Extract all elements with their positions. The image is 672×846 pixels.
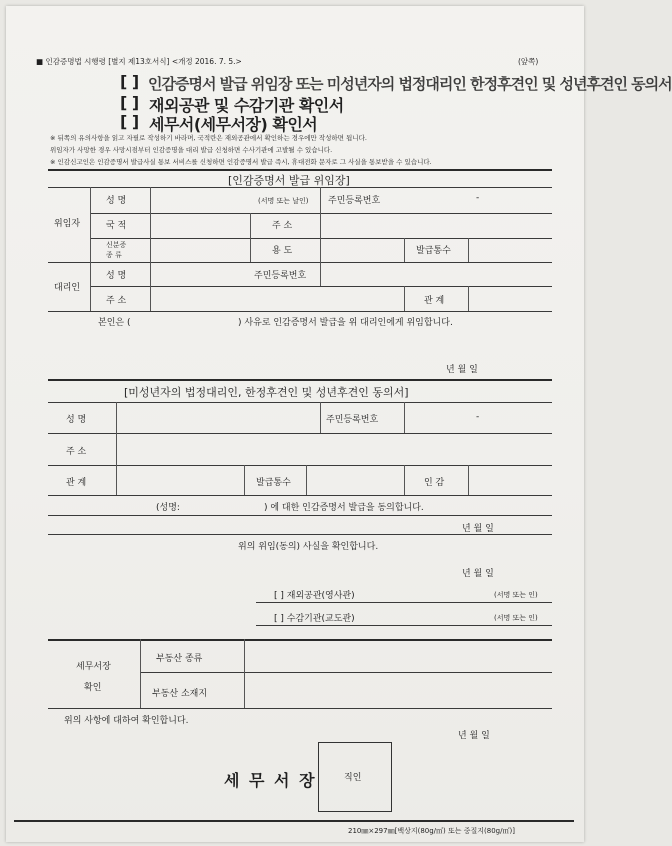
divider [256,602,552,603]
divider [116,402,117,495]
consent-relation-label: 관 계 [66,478,87,488]
divider [48,402,552,403]
issue-count-field[interactable] [470,239,550,261]
divider [404,238,405,262]
agent-label: 대리인 [54,283,81,293]
divider [404,402,405,433]
consent-name-label: 성 명 [66,415,87,425]
divider [14,820,574,822]
consent-statement-prefix: (성명: [156,503,180,513]
divider [320,402,321,433]
title-checkbox-2[interactable]: [ ] [120,93,139,112]
consent-rrn-label: 주민등록번호 [326,415,379,425]
divider [48,169,552,171]
divider [48,311,552,312]
consent-address-field[interactable] [118,435,550,463]
divider [48,433,552,434]
divider [256,625,552,626]
delegator-name-field[interactable] [152,189,256,211]
agent-address-field[interactable] [152,288,402,310]
purpose-field[interactable] [322,239,402,261]
property-type-label: 부동산 종류 [156,654,203,664]
delegator-address-field[interactable] [322,214,550,236]
title-3: 세무서(세무서장) 확인서 [149,115,318,134]
title-checkbox-1[interactable]: [ ] [120,72,139,91]
confirmation-statement: 위의 위임(동의) 사실을 확인합니다. [238,542,379,552]
note-3: ※ 인감신고인은 인감증명서 발급사실 통보 서비스를 신청하면 인감증명서 발급 즉시, 휴대전화 문자로 그 사실을 통보받을 수 있습니다. [50,158,432,166]
consent-rrn-field[interactable] [406,404,550,432]
property-location-label: 부동산 소재지 [152,689,208,699]
delegator-label: 위임자 [54,219,81,229]
agent-rrn-label: 주민등록번호 [254,271,307,281]
consent-issue-count-label: 발급통수 [256,478,291,488]
tax-office-confirm-label: 확인 [84,683,102,693]
note-1: ※ 뒤쪽의 유의사항을 읽고 자필로 작성하기 바라며, 국적란은 재외공관에서 확인하는 경우에만 작성하면 됩니다. [50,134,367,142]
divider [468,238,469,262]
issue-count-label: 발급통수 [416,246,451,256]
id-type-label: 신분증 [106,241,127,249]
agent-rrn-field[interactable] [322,263,550,285]
nationality-label: 국 적 [106,221,127,231]
divider [150,187,151,311]
consent-section-title: [미성년자의 법정대리인, 한정후견인 및 성년후견인 동의서] [124,386,409,399]
divider [140,639,141,708]
agent-name-field[interactable] [152,263,248,285]
consent-seal-field[interactable] [470,467,550,494]
divider [244,465,245,495]
consent-date: 년 월 일 [462,524,494,534]
embassy-checkbox-label[interactable]: [ ] 재외공관(영사관) [274,591,355,601]
consent-issue-count-field[interactable] [308,467,402,494]
agent-address-label: 주 소 [106,296,127,306]
divider [48,187,552,188]
note-2: 위임자가 사망한 경우 사망시점부터 인감증명을 대리 발급 신청하면 수사기관에 고발될 수 있습니다. [50,146,333,154]
divider [306,465,307,495]
relation-label: 관 계 [424,296,445,306]
title-1: 인감증명서 발급 위임장 또는 미성년자의 법정대리인 한정후견인 및 성년후견인 동의서 [148,75,672,93]
divider [48,708,552,709]
official-seal-label: 직인 [344,773,362,783]
tax-office-date: 년 월 일 [458,731,490,741]
divider [48,495,552,496]
delegator-rrn-label: 주민등록번호 [328,196,381,206]
divider [90,187,91,311]
divider [48,515,552,516]
page-side-label: (앞쪽) [518,57,539,66]
divider [140,672,552,673]
property-location-field[interactable] [246,674,550,707]
divider [90,286,552,287]
consent-relation-field[interactable] [118,467,242,494]
delegation-date: 년 월 일 [446,365,478,375]
nationality-field[interactable] [152,214,248,236]
embassy-sign-hint: (서명 또는 인) [494,591,538,599]
divider [404,465,405,495]
delegator-address-label: 주 소 [272,221,293,231]
form-reference: ■ 인감증명법 시행령 [별지 제13호서식] <개정 2016. 7. 5.> [36,57,242,66]
purpose-label: 용 도 [272,246,293,256]
consent-rrn-dash: - [476,412,480,422]
form-paper [6,6,672,842]
delegator-name-label: 성 명 [106,196,127,206]
delegation-section-title: [인감증명서 발급 위임장] [228,174,350,187]
consent-address-label: 주 소 [66,447,87,457]
divider [48,465,552,466]
delegator-rrn-field[interactable] [404,189,550,211]
sign-hint: (서명 또는 날인) [258,197,309,205]
prison-sign-hint: (서명 또는 인) [494,614,538,622]
divider [244,639,245,708]
tax-office-statement: 위의 사항에 대하여 확인합니다. [64,716,189,726]
divider [48,534,552,535]
tax-office-head-title: 세 무 서 장 [224,771,317,790]
delegation-statement-prefix: 본인은 ( [98,318,131,328]
consent-seal-label: 인 감 [424,478,445,488]
delegation-statement-suffix: ) 사유로 인감증명서 발급을 위 대리인에게 위임합니다. [238,318,453,328]
rrn-dash: - [476,193,480,203]
tax-office-label: 세무서장 [76,662,111,672]
divider [468,286,469,311]
paper-spec: 210㎜×297㎜[백상지(80g/㎡) 또는 중질지(80g/㎡)] [348,827,515,835]
consent-name-field[interactable] [118,404,318,432]
divider [320,187,321,286]
divider [468,465,469,495]
title-checkbox-3[interactable]: [ ] [120,112,139,131]
property-type-field[interactable] [246,641,550,671]
id-type-label-2: 종 류 [106,251,122,259]
id-type-field[interactable] [152,239,248,261]
title-2: 재외공관 및 수감기관 확인서 [149,96,344,115]
confirmation-date: 년 월 일 [462,569,494,579]
prison-checkbox-label[interactable]: [ ] 수감기관(교도관) [274,614,355,624]
relation-field[interactable] [470,288,550,310]
divider [250,213,251,262]
divider [48,379,552,381]
consent-statement-suffix: ) 에 대한 인감증명서 발급을 동의합니다. [264,503,424,513]
divider [404,286,405,311]
agent-name-label: 성 명 [106,271,127,281]
